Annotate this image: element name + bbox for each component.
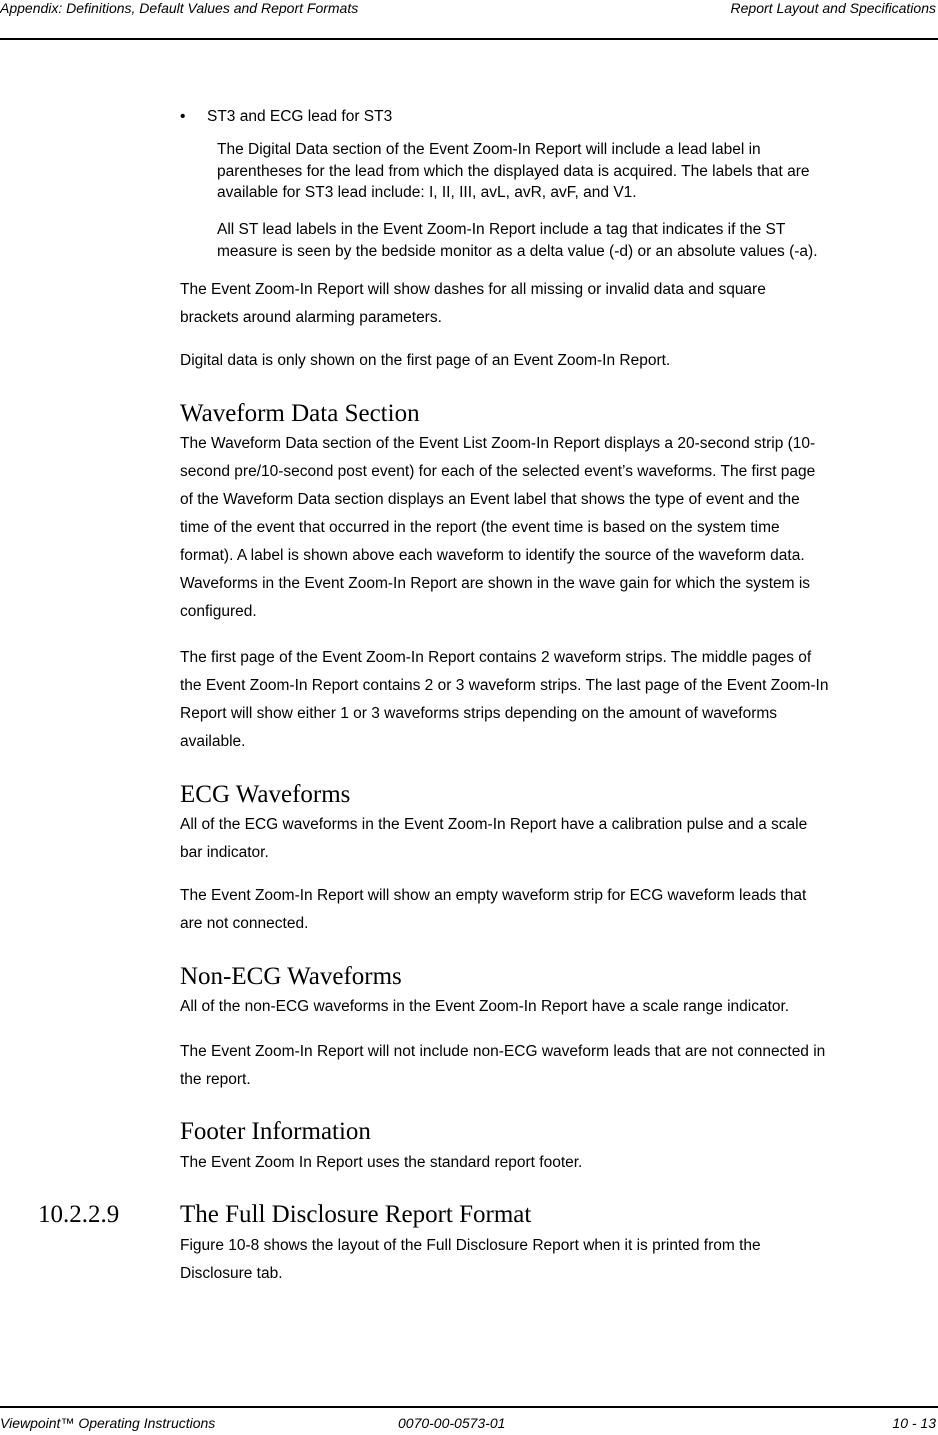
text-line: All of the ECG waveforms in the Event Zoom-In Report have a calibration pulse and a scale (180, 816, 808, 833)
non-ecg-waveforms-heading: Non-ECG Waveforms (180, 963, 402, 990)
text-line: time of the event that occurred in the report (the event time is based on the system time (180, 519, 780, 536)
text-line: All ST lead labels in the Event Zoom-In Report include a tag that indicates if the ST (217, 221, 786, 238)
running-footer-left: Viewpoint™ Operating Instructions (0, 1415, 216, 1431)
text-line: The Event Zoom In Report uses the standard report footer. (180, 1154, 583, 1171)
full-disclosure-heading: The Full Disclosure Report Format (180, 1201, 532, 1228)
text-line: brackets around alarming parameters. (180, 309, 442, 326)
ecg-paragraph-2 (180, 882, 806, 938)
running-header-right: Report Layout and Specifications (730, 0, 936, 16)
text-line: configured. (180, 603, 257, 620)
text-line: measure is seen by the bedside monitor as a delta value (-d) or an absolute values (-a). (217, 242, 818, 260)
running-header-left: Appendix: Definitions, Default Values and Report Formats (0, 0, 359, 16)
document-number: 0070-00-0573-01 (398, 1415, 506, 1431)
page-number: 10 - 13 (892, 1415, 936, 1431)
non-ecg-paragraph-1 (180, 993, 789, 1021)
text-line: parentheses for the lead from which the displayed data is acquired. The labels that are (217, 162, 810, 180)
text-line: are not connected. (180, 915, 309, 932)
bullet-paragraph-1 (217, 139, 810, 204)
intro-paragraph-2 (180, 347, 670, 375)
text-line: The Event Zoom-In Report will show dashes for all missing or invalid data and square (180, 281, 766, 298)
text-line: bar indicator. (180, 844, 269, 861)
text-line: The Waveform Data section of the Event List Zoom-In Report displays a 20-second strip (10- (180, 435, 816, 452)
bullet-marker: • (180, 108, 186, 125)
text-line: The first page of the Event Zoom-In Report contains 2 waveform strips. The middle pages of (180, 649, 812, 666)
full-disclosure-paragraph (180, 1232, 761, 1288)
text-line: The Event Zoom-In Report will show an empty waveform strip for ECG waveform leads that (180, 887, 807, 904)
text-line: Waveforms in the Event Zoom-In Report are shown in the wave gain for which the system is (180, 575, 811, 592)
intro-paragraph-1 (180, 276, 766, 332)
text-line: The Event Zoom-In Report will not include non-ECG waveform leads that are not connected in (180, 1043, 826, 1060)
text-line: the report. (180, 1071, 251, 1088)
footer-information-paragraph (180, 1149, 582, 1177)
footer-rule (0, 1406, 938, 1408)
waveform-data-paragraph-1 (180, 430, 815, 626)
text-line: The Digital Data section of the Event Zoom-In Report will include a lead label in (217, 141, 761, 158)
header-rule (0, 38, 938, 40)
text-line: Report will show either 1 or 3 waveforms strips depending on the amount of waveforms (180, 705, 778, 722)
text-line: All of the non-ECG waveforms in the Event Zoom-In Report have a scale range indicator. (180, 998, 790, 1015)
text-line: available for ST3 lead include: I, II, III, avL, avR, avF, and V1. (217, 184, 637, 201)
text-line: of the Waveform Data section displays an Event label that shows the type of event and the (180, 491, 800, 508)
non-ecg-paragraph-2 (180, 1038, 825, 1094)
ecg-waveforms-heading: ECG Waveforms (180, 781, 351, 808)
text-line: Disclosure tab. (180, 1265, 283, 1282)
bullet-paragraph-2 (217, 219, 818, 262)
waveform-data-paragraph-2 (180, 644, 828, 756)
text-line: available. (180, 733, 246, 750)
text-line: the Event Zoom-In Report contains 2 or 3 waveform strips. The last page of the Event Zoom-In (180, 677, 829, 694)
text-line: second pre/10-second post event) for each of the selected event’s waveforms. The first page (180, 463, 816, 480)
waveform-data-heading: Waveform Data Section (180, 400, 420, 427)
footer-information-heading: Footer Information (180, 1118, 371, 1145)
section-number: 10.2.2.9 (38, 1201, 120, 1228)
text-line: Figure 10-8 shows the layout of the Full Disclosure Report when it is printed from the (180, 1237, 761, 1254)
ecg-paragraph-1 (180, 811, 807, 867)
text-line: format). A label is shown above each waveform to identify the source of the waveform data. (180, 547, 805, 564)
text-line: Digital data is only shown on the first page of an Event Zoom-In Report. (180, 352, 671, 369)
bullet-title: ST3 and ECG lead for ST3 (207, 108, 393, 125)
